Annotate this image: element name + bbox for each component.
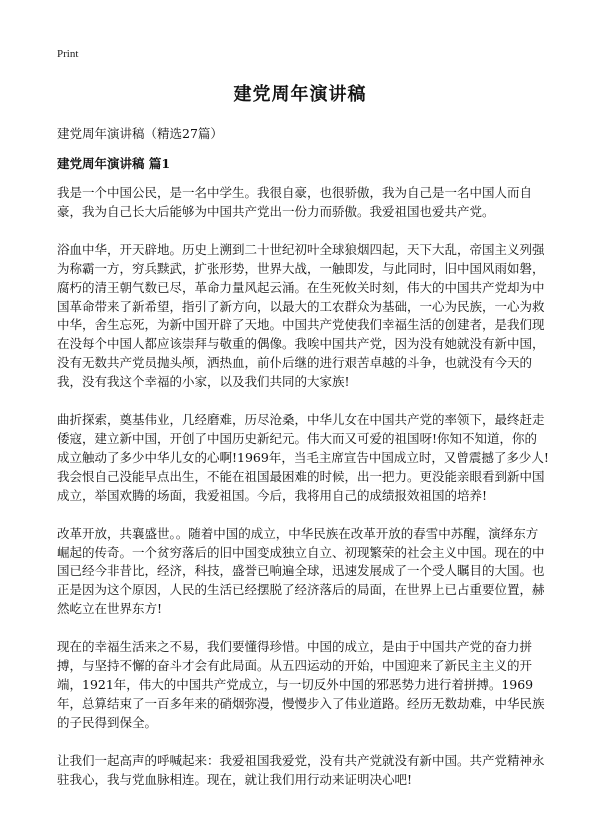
document-subtitle: 建党周年演讲稿（精选27篇）	[57, 126, 223, 141]
paragraph-4: 改革开放，共襄盛世。。随着中国的成立，中华民族在改革开放的春雪中苏醒，演绎东方崛起的传奇。一个贫穷落后的旧中国变成独立自立、初现繁荣的社会主义中国。现在的中国已经今非昔比，经济，科技，盛誉已响遍全球，迅速发展成了一个受人瞩目的大国。也正是因为这个原因，人民的生活已经摆脱了经济落后的局面，在世界上已占重要位置，赫然屹立在世界东方!	[57, 525, 545, 617]
section-heading: 建党周年演讲稿 篇1	[57, 156, 171, 171]
print-link[interactable]: Print	[57, 48, 79, 60]
document-title: 建党周年演讲稿	[233, 84, 367, 105]
paragraph-2: 浴血中华，开天辟地。历史上溯到二十世纪初叶全球狼烟四起，天下大乱，帝国主义列强为称霸一方，穷兵黩武，扩张形势，世界大战，一触即发，与此同时，旧中国风雨如磐，腐朽的清王朝气数已尽，革命力量风起云涌。在生死攸关时刻，伟大的中国共产党却为中国革命带来了新希望，指引了新方向，以最大的工农群众为基础，一心为民族，一心为救中华，舍生忘死，为新中国开辟了天地。中国共产党使我们幸福生活的创建者，是我们现在没每个中国人都应该崇拜与敬重的偶像。我唉中国共产党，因为没有她就没有新中国，没有无数共产党员抛头颅，洒热血，前仆后继的进行艰苦卓越的斗争，也就没有今天的我，没有我这个幸福的小家，以及我们共同的大家族!	[57, 241, 545, 390]
paragraph-3: 曲折探索，奠基伟业，几经磨难，历尽沧桑，中华儿女在中国共产党的率领下，最终赶走倭寇，建立新中国，开创了中国历史新纪元。伟大而又可爱的祖国呀!你知不知道，你的成立触动了多少中华儿女的心啊!1969年，当毛主席宣告中国成立时，又曾震撼了多少人!我会恨自己没能早点出生，不能在祖国最困难的时候，出一把力。更没能亲眼看到新中国成立，举国欢腾的场面，我爱祖国。今后，我将用自己的成绩报效祖国的培养!	[57, 412, 549, 503]
paragraph-1: 我是一个中国公民，是一名中学生。我很自豪，也很骄傲，我为自己是一名中国人而自豪，我为自己长大后能够为中国共产党出一份力而骄傲。我爱祖国也爱共产党。	[57, 185, 533, 219]
paragraph-5: 现在的幸福生活来之不易，我们要懂得珍惜。中国的成立，是由于中国共产党的奋力拼搏，与坚持不懈的奋斗才会有此局面。从五四运动的开始，中国迎来了新民主主义的开端，1921年，伟大的中国共产党成立，与一切反外中国的邪恶势力进行着拼搏。1969年，总算结束了一百多年来的硝烟弥漫，慢慢步入了伟业道路。经历无数劫难，中华民族的子民得到保全。	[57, 639, 545, 730]
document-body	[57, 184, 549, 808]
paragraph-6: 让我们一起高声的呼喊起来：我爱祖国我爱党，没有共产党就没有新中国。共产党精神永驻我心，我与党血脉相连。现在，就让我们用行动来证明决心吧!	[57, 752, 545, 787]
